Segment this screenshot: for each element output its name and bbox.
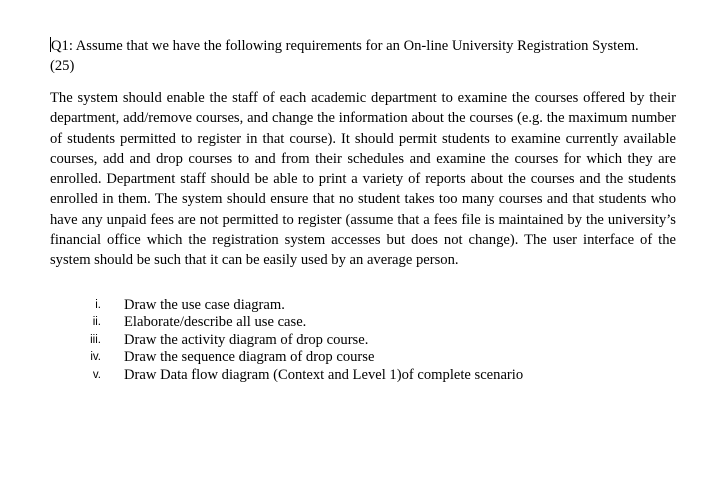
task-list xyxy=(50,297,676,385)
task-item xyxy=(50,332,676,350)
task-item xyxy=(50,314,676,332)
task-text: Elaborate/describe all use case. xyxy=(124,314,307,331)
task-text: Draw the activity diagram of drop course. xyxy=(124,331,369,348)
task-text: Draw Data flow diagram (Context and Level 1)of complete scenario xyxy=(124,366,524,383)
question-marks: (25) xyxy=(50,58,75,74)
task-number: i. xyxy=(95,298,101,311)
task-item xyxy=(50,297,676,315)
question-title: Q1: Assume that we have the following requirements for an On-line University Registration System. xyxy=(51,38,639,54)
requirements-paragraph: The system should enable the staff of each academic department to examine the courses offered by their department, add/remove courses, and change the information about the courses (e.g. the maximum number of students permitted to register in that course). It should permit students to examine currently available courses, add and drop courses to and from their schedules and examine the courses for which they are enrolled. Department staff should be able to print a variety of reports about the courses and the students enrolled in them. The system should ensure that no student takes too many courses and that students who have any unpaid fees are not permitted to register (assume that a fees file is maintained by the university’s financial office which the registration system accesses but does not change). The user interface of the system should be such that it can be easily used by an average person. xyxy=(50,90,676,269)
task-text: Draw the sequence diagram of drop course xyxy=(124,349,375,366)
task-item xyxy=(50,367,676,385)
question-heading xyxy=(50,36,676,76)
task-number: v. xyxy=(92,368,101,381)
task-number: iii. xyxy=(90,333,101,346)
task-item xyxy=(50,349,676,367)
task-text: Draw the use case diagram. xyxy=(124,296,285,313)
task-number: iv. xyxy=(90,351,101,364)
document-page xyxy=(50,36,676,384)
task-number: ii. xyxy=(92,316,101,329)
